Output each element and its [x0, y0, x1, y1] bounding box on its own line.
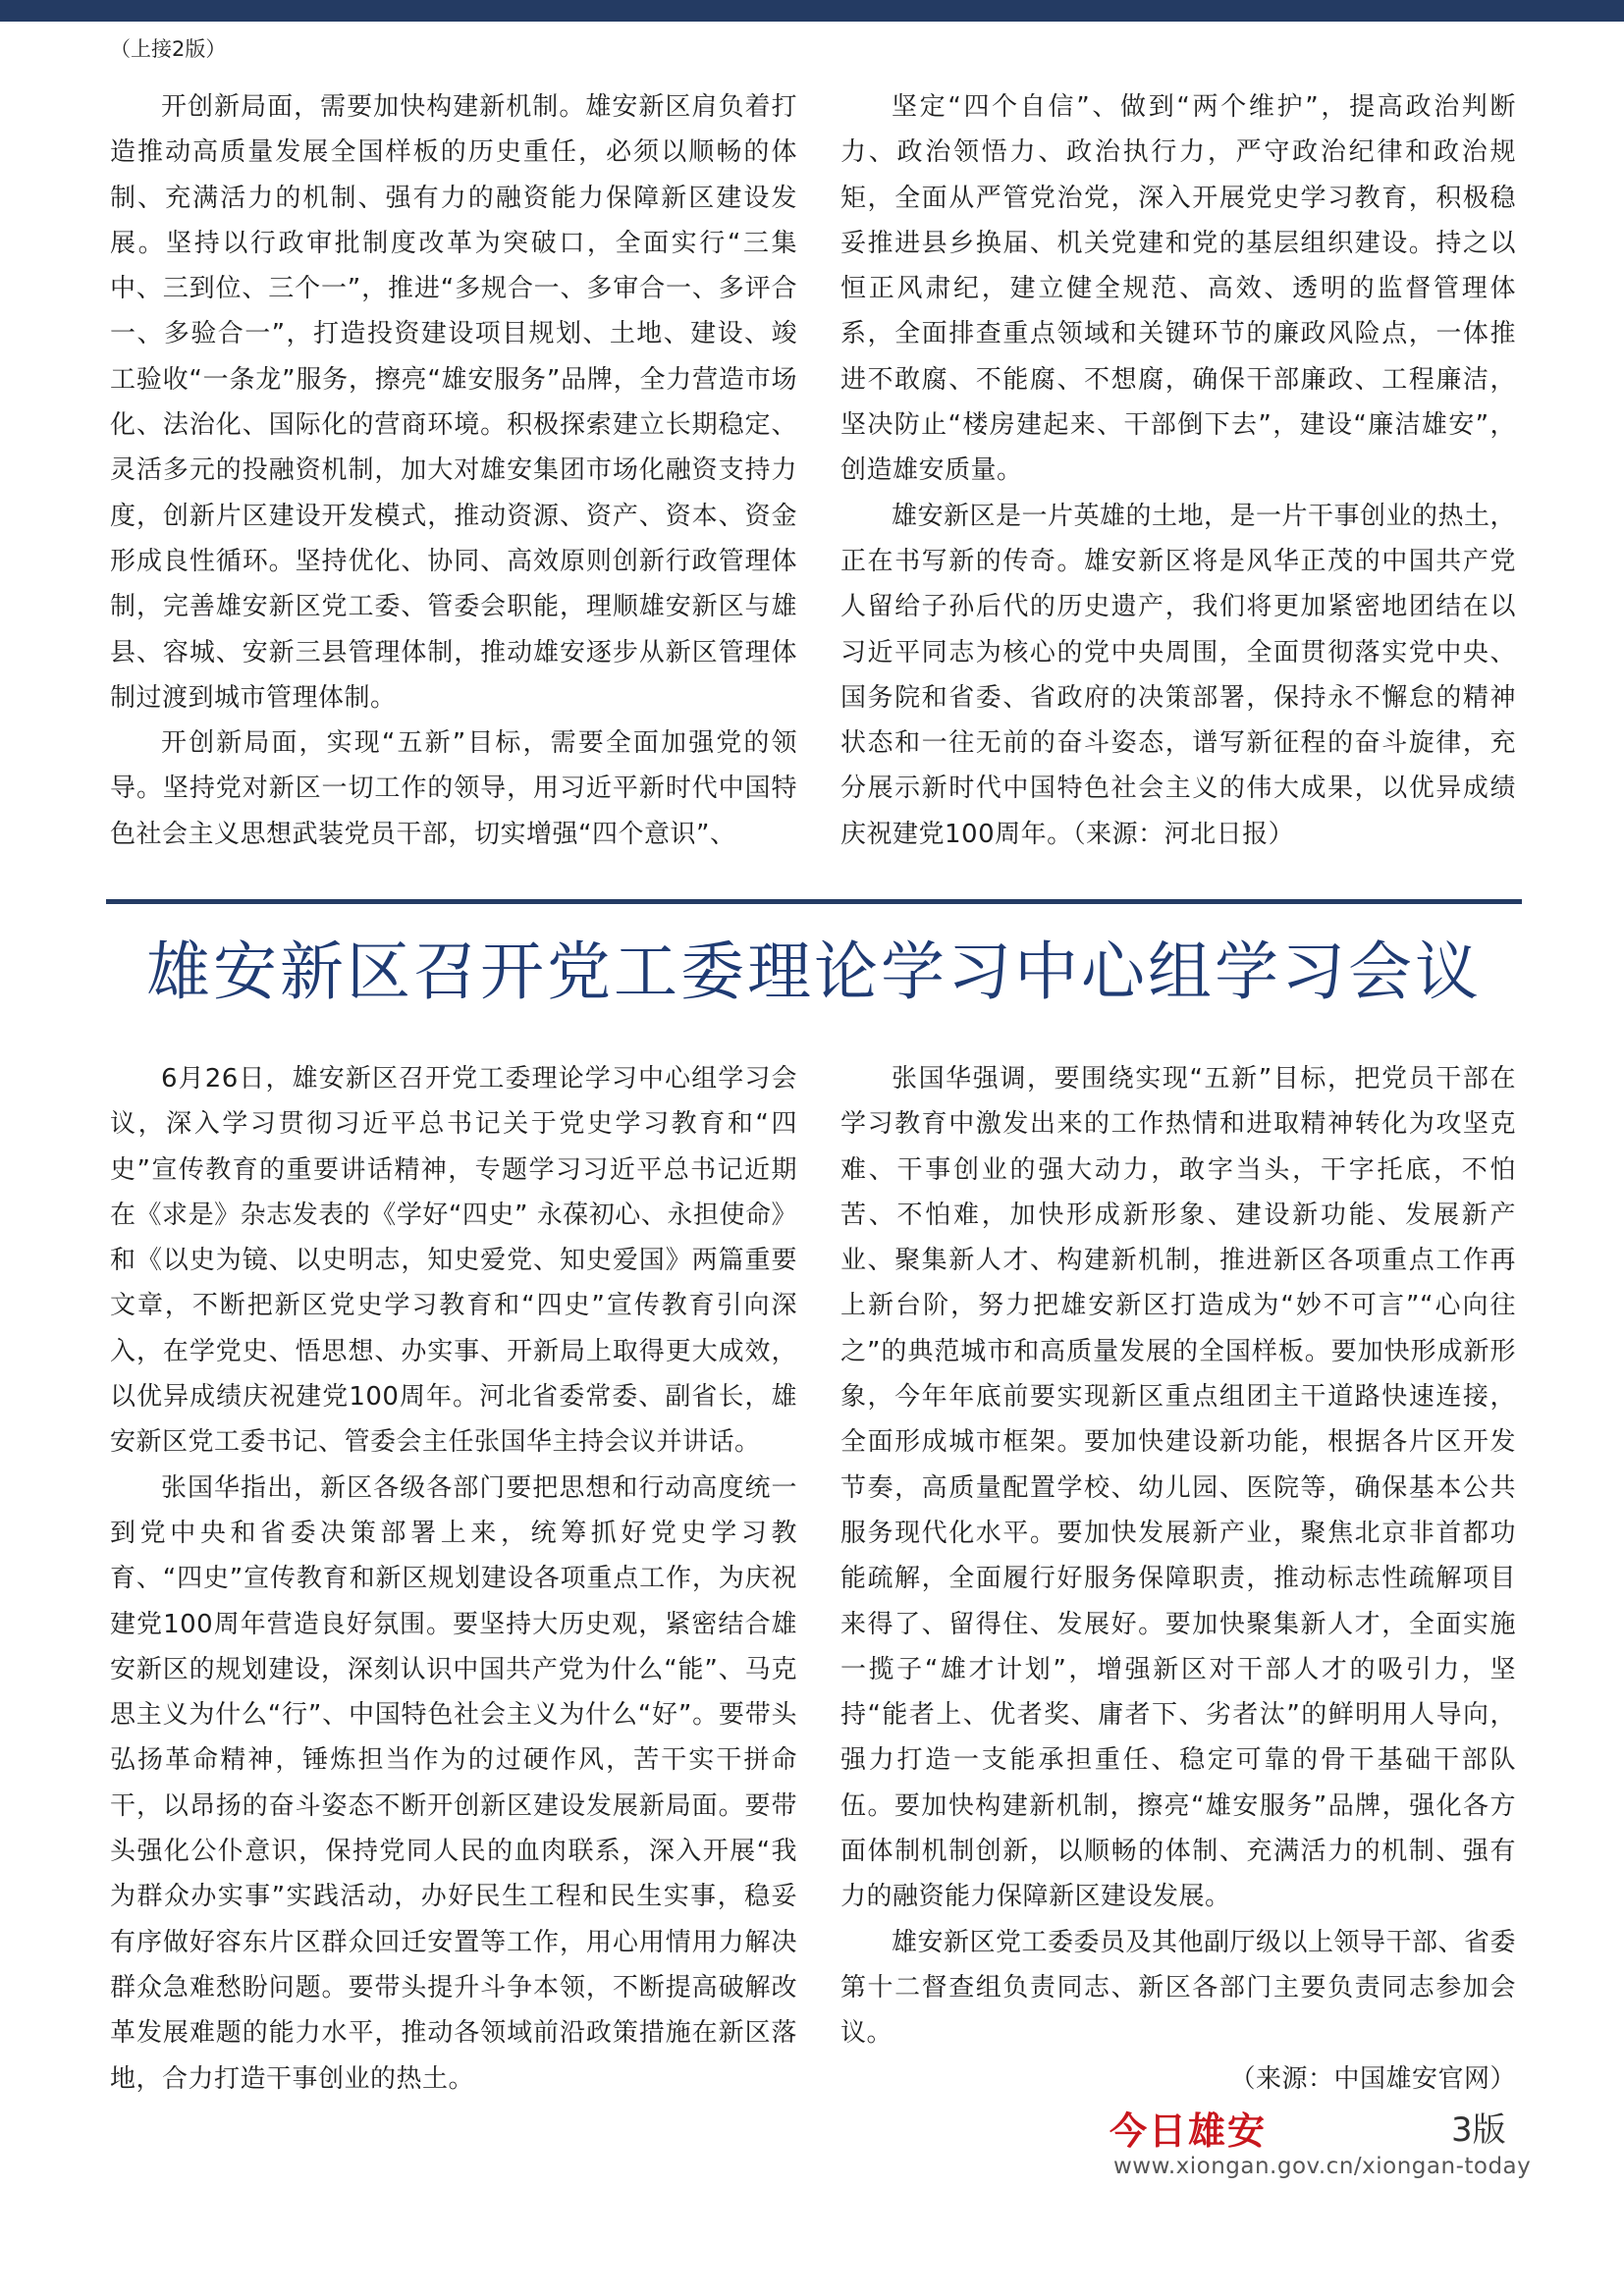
paragraph: 张国华指出，新区各级各部门要把思想和行动高度统一到党中央和省委决策部署上来，统筹抓好党史学习教育、“四史”宣传教育和新区规划建设各项重点工作，为庆祝建党100周年营造良好氛围。要坚持大历史观，紧密结合雄安新区的规划建设，深刻认识中国共产党为什么“能”、马克思主义为什么“行”、中国特色社会主义为什么“好”。要带头弘扬革命精神，锤炼担当作为的过硬作风，苦干实干拼命干，以昂扬的奋斗姿态不断开创新区建设发展新局面。要带头强化公仆意识，保持党同人民的血肉联系，深入开展“我为群众办实事”实践活动，办好民生工程和民生实事，稳妥有序做好容东片区群众回迁安置等工作，用心用情用力解决群众急难愁盼问题。要带头提升斗争本领，不断提高破解改革发展难题的能力水平，推动各领域前沿政策措施在新区落地，合力打造干事创业的热土。 [110, 1472, 797, 2094]
paragraph: 张国华强调，要围绕实现“五新”目标，把党员干部在学习教育中激发出来的工作热情和进取精神转化为攻坚克难、干事创业的强大动力，敢字当头，干字托底，不怕苦、不怕难，加快形成新形象、建设新功能、发展新产业、聚集新人才、构建新机制，推进新区各项重点工作再上新台阶，努力把雄安新区打造成为“妙不可言”“心向往之”的典范城市和高质量发展的全国样板。要加快形成新形象，今年年底前要实现新区重点组团主干道路快速连接，全面形成城市框架。要加快建设新功能，根据各片区开发节奏，高质量配置学校、幼儿园、医院等，确保基本公共服务现代化水平。要加快发展新产业，聚焦北京非首都功能疏解，全面履行好服务保障职责，推动标志性疏解项目来得了、留得住、发展好。要加快聚集新人才，全面实施一揽子“雄才计划”，增强新区对干部人才的吸引力，坚持“能者上、优者奖、庸者下、劣者汰”的鲜明用人导向，强力打造一支能承担重任、稳定可靠的骨干基础干部队伍。要加快构建新机制，擦亮“雄安服务”品牌，强化各方面体制机制创新，以顺畅的体制、充满活力的机制、强有力的融资能力保障新区建设发展。 [840, 1064, 1516, 1912]
article-headline: 雄安新区召开党工委理论学习中心组学习会议 [145, 935, 1482, 1009]
source-credit: （来源：中国雄安官网） [1229, 2063, 1516, 2094]
paragraph: 开创新局面，实现“五新”目标，需要全面加强党的领导。坚持党对新区一切工作的领导，用习近平新时代中国特色社会主义思想武装党员干部，切实增强“四个意识”、 [110, 728, 797, 849]
section-divider [106, 899, 1522, 904]
website-url[interactable]: www.xiongan.gov.cn/xiongan-today [1113, 2154, 1532, 2179]
paragraph: 坚定“四个自信”、做到“两个维护”，提高政治判断力、政治领悟力、政治执行力，严守政治纪律和政治规矩，全面从严管党治党，深入开展党史学习教育，积极稳妥推进县乡换届、机关党建和党的基层组织建设。持之以恒正风肃纪，建立健全规范、高效、透明的监督管理体系，全面排查重点领域和关键环节的廉政风险点，一体推进不敢腐、不能腐、不想腐，确保干部廉政、工程廉洁，坚决防止“楼房建起来、干部倒下去”，建设“廉洁雄安”，创造雄安质量。 [840, 92, 1516, 486]
continued-from-note: （上接2版） [110, 37, 227, 61]
paragraph: 雄安新区是一片英雄的土地，是一片干事创业的热土，正在书写新的传奇。雄安新区将是风华正茂的中国共产党人留给子孙后代的历史遗产，我们将更加紧密地团结在以习近平同志为核心的党中央周围，全面贯彻落实党中央、国务院和省委、省政府的决策部署，保持永不懈怠的精神状态和一往无前的奋斗姿态，谱写新征程的奋斗旋律，充分展示新时代中国特色社会主义的伟大成果，以优异成绩庆祝建党100周年。（来源：河北日报） [840, 501, 1517, 849]
paragraph: 开创新局面，需要加快构建新机制。雄安新区肩负着打造推动高质量发展全国样板的历史重任，必须以顺畅的体制、充满活力的机制、强有力的融资能力保障新区建设发展。坚持以行政审批制度改革为突破口，全面实行“三集中、三到位、三个一”，推进“多规合一、多审合一、多评合一、多验合一”，打造投资建设项目规划、土地、建设、竣工验收“一条龙”服务，擦亮“雄安服务”品牌，全力营造市场化、法治化、国际化的营商环境。积极探索建立长期稳定、灵活多元的投融资机制，加大对雄安集团市场化融资支持力度，创新片区建设开发模式，推动资源、资产、资本、资金形成良性循环。坚持优化、协同、高效原则创新行政管理体制，完善雄安新区党工委、管委会职能，理顺雄安新区与雄县、容城、安新三县管理体制，推动雄安逐步从新区管理体制过渡到城市管理体制。 [110, 92, 797, 713]
page-number: 3版 [1451, 2110, 1506, 2150]
bottom-article-right-column [840, 1056, 1516, 2102]
top-article-left-column [110, 84, 797, 857]
top-article-right-column [840, 84, 1516, 857]
paragraph: 雄安新区党工委委员及其他副厅级以上领导干部、省委第十二督查组负责同志、新区各部门主要负责同志参加会议。 [840, 1927, 1517, 2049]
bottom-article-left-column [110, 1056, 797, 2102]
top-color-band [0, 0, 1624, 22]
newspaper-logo: 今日雄安 [1110, 2109, 1268, 2153]
paragraph: 6月26日，雄安新区召开党工委理论学习中心组学习会议，深入学习贯彻习近平总书记关于党史学习教育和“四史”宣传教育的重要讲话精神，专题学习习近平总书记近期在《求是》杂志发表的《学好“四史” 永葆初心、永担使命》和《以史为镜、以史明志，知史爱党、知史爱国》两篇重要文章，不断把新区党史学习教育和“四史”宣传教育引向深入，在学党史、悟思想、办实事、开新局上取得更大成效，以优异成绩庆祝建党100周年。河北省委常委、副省长，雄安新区党工委书记、管委会主任张国华主持会议并讲话。 [110, 1064, 797, 1458]
